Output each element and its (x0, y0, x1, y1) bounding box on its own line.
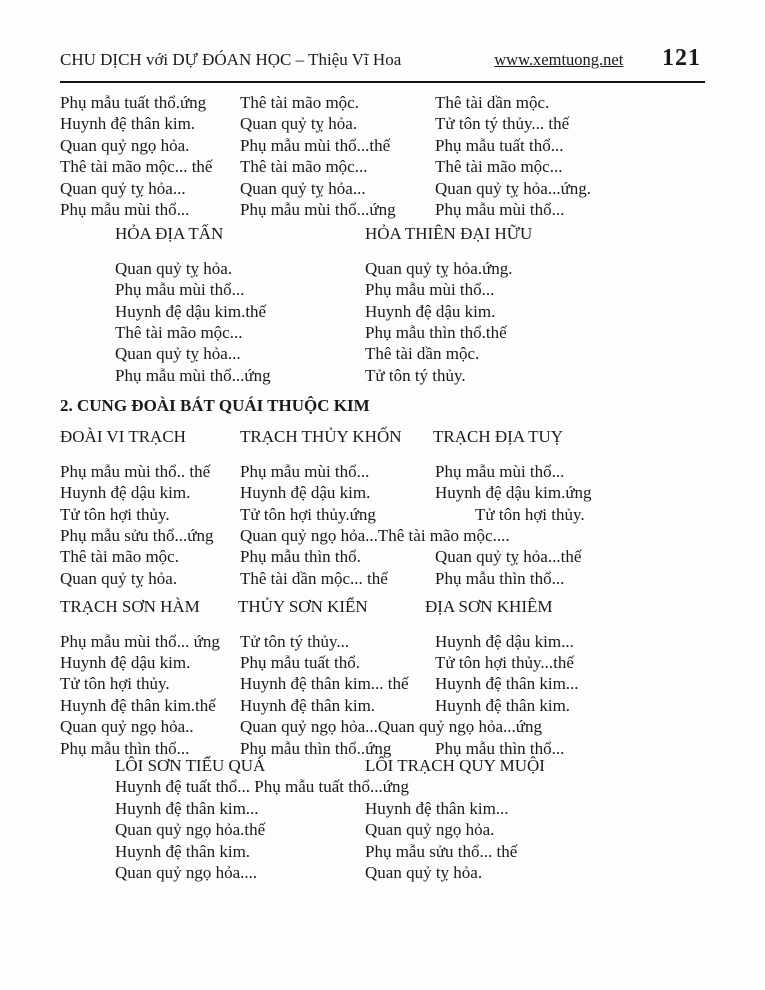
line-text: Quan quỷ tỵ hỏa. (60, 568, 178, 588)
text-line (60, 302, 765, 323)
text-line (60, 505, 765, 526)
hexagram-heading: HỎA ĐỊA TẤN (115, 224, 224, 244)
line-text: Tử tôn hợi thủy. (60, 674, 170, 694)
text-line (60, 547, 765, 568)
text-line (60, 483, 765, 504)
hexagram-heading: HỎA THIÊN ĐẠI HỮU (365, 224, 533, 244)
text-line (60, 366, 765, 387)
line-text: Tử tôn hợi thủy.ứng (240, 504, 376, 524)
text-line (60, 323, 765, 344)
text-line (60, 462, 765, 483)
text-line (60, 632, 765, 653)
text-line (60, 777, 765, 798)
line-text: Tử tôn tý thủy. (365, 365, 466, 385)
line-text: Huynh đệ thân kim... (365, 798, 509, 818)
page-content (60, 93, 765, 884)
text-line (60, 717, 765, 738)
line-text: Quan quỷ ngọ hỏa.. (60, 717, 194, 737)
text-line (60, 569, 765, 590)
line-text: Quan quỷ tỵ hỏa... (115, 344, 241, 364)
text-line (60, 696, 765, 717)
line-text: Quan quỷ tỵ hỏa... (240, 178, 366, 198)
line-text: Phụ mẫu thìn thổ.thế (365, 322, 507, 342)
line-text: Quan quỷ ngọ hỏa...Thê tài mão mộc.... (240, 526, 510, 546)
loi-son-tieu-qua-group-block (60, 756, 765, 884)
line-text: Huynh đệ dậu kim... (435, 631, 574, 651)
line-text: Phụ mẫu mùi thổ...thế (240, 135, 391, 155)
book-title: CHU DỊCH với DỰ ĐÓAN HỌC – Thiệu Vĩ Hoa (60, 50, 402, 69)
line-text: Thê tài dần mộc. (435, 93, 550, 112)
text-line (60, 280, 765, 301)
line-text: Thê tài dần mộc... thế (240, 568, 388, 588)
hexagram-heading: TRẠCH ĐỊA TUỴ (433, 427, 564, 447)
hexagram-heading: TRẠCH SƠN HÀM (60, 597, 200, 617)
line-text: Phụ mẫu mùi thổ...ứng (115, 365, 271, 385)
line-text: Tử tôn hợi thủy...thế (435, 652, 574, 672)
line-text: Phụ mẫu thìn thổ... (60, 738, 190, 758)
line-text: Phụ mẫu mùi thổ... (365, 280, 495, 300)
line-text: Huynh đệ dậu kim. (240, 483, 371, 503)
line-text: Phụ mẫu tuất thổ.ứng (60, 93, 207, 112)
line-text: Huynh đệ thân kim... (115, 798, 259, 818)
heading-row (60, 396, 765, 417)
line-text: Quan quỷ tỵ hỏa. (115, 258, 233, 278)
line-text: Phụ mẫu sửu thổ...ứng (60, 526, 214, 546)
hexagram-heading: TRẠCH THỦY KHỐN (240, 427, 402, 447)
line-text: Phụ mẫu thìn thổ. (240, 547, 361, 567)
text-line (60, 674, 765, 695)
line-text: Tử tôn tý thủy... thế (435, 114, 570, 134)
text-line (60, 157, 765, 178)
text-line (60, 526, 765, 547)
line-text: Huynh đệ dậu kim.ứng (435, 483, 592, 503)
line-text: Phụ mẫu mùi thổ... (115, 280, 245, 300)
hexagram-heading: ĐỊA SƠN KHIÊM (425, 597, 553, 617)
trach-son-ham-group-block (60, 597, 765, 760)
text-line (60, 179, 765, 200)
line-text: Quan quỷ tỵ hỏa. (240, 114, 358, 134)
line-text: Huynh đệ dậu kim.thế (115, 301, 267, 321)
line-text: Quan quỷ tỵ hỏa.ứng. (365, 258, 513, 278)
line-text: Phụ mẫu tuất thổ. (240, 652, 360, 672)
line-text: Tử tôn hợi thủy. (60, 504, 170, 524)
heading-row (60, 224, 765, 245)
line-text: Huynh đệ thân kim.thế (60, 695, 216, 715)
text-line (60, 200, 765, 221)
line-text: Huynh đệ thân kim. (240, 695, 376, 715)
heading-row (60, 756, 765, 777)
line-text: Huynh đệ dậu kim. (365, 301, 496, 321)
website-link[interactable]: www.xemtuong.net (494, 50, 624, 69)
line-text: Phụ mẫu mùi thổ... (435, 199, 565, 219)
hexagram-heading: THỦY SƠN KIỂN (238, 597, 368, 617)
text-line (60, 820, 765, 841)
hexagram-heading: 2. CUNG ĐOÀI BÁT QUÁI THUỘC KIM (60, 396, 370, 416)
hexagram-heading: ĐOÀI VI TRẠCH (60, 427, 186, 447)
text-line (60, 93, 765, 114)
line-text: Phụ mẫu tuất thổ... (435, 135, 564, 155)
line-text: Huynh đệ dậu kim. (60, 652, 191, 672)
line-text: Quan quỷ ngọ hỏa.... (115, 862, 258, 882)
line-text: Quan quỷ ngọ hỏa. (365, 820, 495, 840)
line-text: Phụ mẫu mùi thổ.. thế (60, 461, 211, 481)
line-text: Phụ mẫu sửu thổ... thế (365, 841, 518, 861)
text-line (60, 259, 765, 280)
line-text: Quan quỷ ngọ hỏa. (60, 135, 190, 155)
line-text: Huynh đệ tuất thổ... Phụ mẫu tuất thổ...ứng (115, 777, 409, 797)
line-text: Quan quỷ tỵ hỏa. (365, 862, 483, 882)
line-text: Phụ mẫu thìn thổ... (435, 568, 565, 588)
hexagram-heading: LÔI TRẠCH QUY MUỘI (365, 755, 545, 775)
line-text: Quan quỷ tỵ hỏa... (60, 178, 186, 198)
line-text: Thê tài mão mộc... thế (60, 157, 213, 177)
line-text: Phụ mẫu thìn thổ..ứng (240, 738, 392, 758)
line-text: Huynh đệ thân kim. (435, 695, 571, 715)
hoa-dia-tan-hoa-thien-dai-huu-block (60, 224, 765, 387)
text-line (60, 653, 765, 674)
line-text: Huynh đệ thân kim... (435, 674, 579, 694)
line-text: Huynh đệ thân kim. (115, 841, 251, 861)
line-text: Thê tài mão mộc... (240, 157, 368, 177)
line-text: Quan quỷ ngọ hỏa...Quan quỷ ngọ hỏa...ứng (240, 717, 542, 737)
line-text: Phụ mẫu mùi thổ... (240, 461, 370, 481)
top-continuation-block (60, 93, 765, 221)
line-text: Huynh đệ thân kim. (60, 114, 196, 134)
text-line (60, 863, 765, 884)
text-line (60, 114, 765, 135)
doai-vi-trach-group-block (60, 427, 765, 590)
text-line (60, 344, 765, 365)
text-line (60, 799, 765, 820)
hexagram-heading: LÔI SƠN TIỂU QUÁ (115, 755, 266, 775)
line-text: Tử tôn hợi thủy. (475, 504, 585, 524)
line-text: Quan quỷ tỵ hỏa...thế (435, 547, 582, 567)
line-text: Phụ mẫu mùi thổ...ứng (240, 199, 396, 219)
line-text: Huynh đệ thân kim... thế (240, 674, 409, 694)
line-text: Thê tài mão mộc. (60, 547, 179, 567)
heading-row (60, 427, 765, 448)
line-text: Huynh đệ dậu kim. (60, 483, 191, 503)
line-text: Thê tài mão mộc... (115, 322, 243, 342)
line-text: Phụ mẫu thìn thổ... (435, 738, 565, 758)
line-text: Thê tài mão mộc... (435, 157, 563, 177)
line-text: Thê tài dần mộc. (365, 344, 480, 364)
section-heading-block (60, 396, 765, 417)
text-line (60, 136, 765, 157)
line-text: Quan quỷ ngọ hỏa.thế (115, 820, 266, 840)
line-text: Thê tài mão mộc. (240, 93, 359, 112)
line-text: Tử tôn tý thủy... (240, 631, 350, 651)
line-text: Phụ mẫu mùi thổ... ứng (60, 631, 220, 651)
text-line (60, 842, 765, 863)
heading-row (60, 597, 765, 618)
page-number: 121 (662, 45, 701, 71)
page-header (60, 0, 705, 83)
line-text: Quan quỷ tỵ hỏa...ứng. (435, 178, 592, 198)
line-text: Phụ mẫu mùi thổ... (435, 461, 565, 481)
line-text: Phụ mẫu mùi thổ... (60, 199, 190, 219)
